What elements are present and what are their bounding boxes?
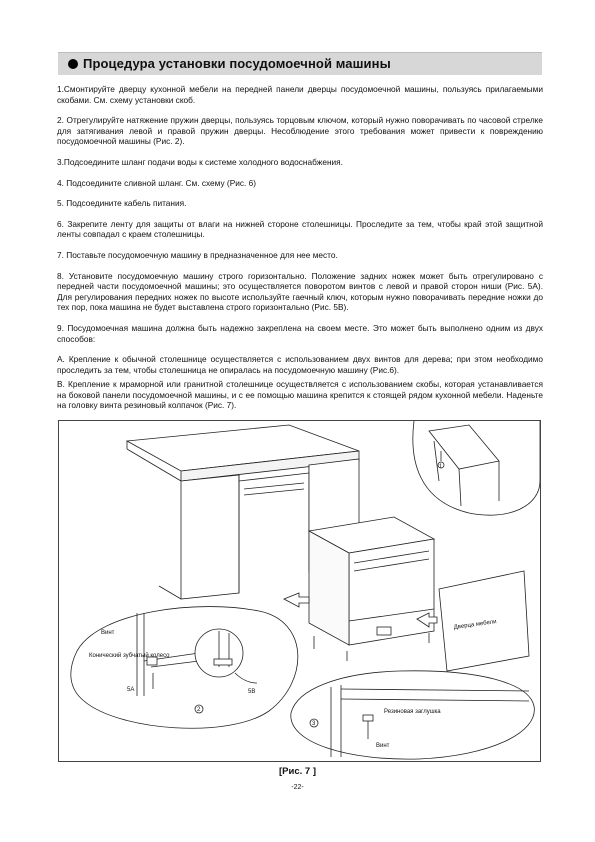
furniture-door-label: Дверца мебели [453, 619, 497, 631]
arrow-left-icon [284, 593, 309, 607]
installation-figure [58, 420, 541, 762]
step-4: 4. Подсоедините сливной шланг. См. схему (Рис. 6) [57, 177, 256, 188]
step-8: 8. Установите посудомоечную машину строго горизонтально. Положение задних ножек может быть отрегулировано с передней части посудомоечной машины; это осуществляется поворотом винтов с левой и правой сторон ниши (Рис. 5А). Для регулирования передних ножек по высоте используйте гаечный ключ, которым нужно поворачивать передние ножки до тех пор, пока машина не будет выставлена строго горизонтально (Рис. 5В). [57, 270, 543, 313]
step-9: 9. Посудомоечная машина должна быть надежно закреплена на своем месте. Это может быть выполнено одним из двух способов: [57, 322, 543, 344]
bevel-gear-label: Конический зубчатый колесо [89, 653, 170, 659]
step-6: 6. Закрепите ленту для защиты от влаги на нижней стороне столешницы. Проследите за тем, чтобы край этой защитной ленты совпадал с краем столешницы. [57, 218, 543, 240]
step-7: 7. Поставьте посудомоечную машину в предназначенное для нее место. [57, 249, 338, 260]
section-header [58, 52, 542, 75]
instructions-body [57, 84, 543, 415]
label-5a: 5А [127, 687, 135, 693]
dishwasher [309, 517, 434, 661]
circle-label-1: 1 [439, 464, 443, 470]
page-title: Процедура установки посудомоечной машины [83, 56, 391, 71]
circle-label-2: 2 [197, 707, 201, 713]
step-1: 1.Смонтируйте дверцу кухонной мебели на передней панели дверцы посудомоечной машины, пользуясь прилагаемыми скобами. См. схему установки скоб. [57, 84, 543, 105]
circle-label-3: 3 [312, 721, 316, 727]
option-a: А. Крепление к обычной столешнице осуществляется с использованием двух винтов для дерева; при этом необходимо проследить за тем, чтобы столешница не опиралась на посудомоечную машину (Рис.6). [57, 354, 543, 375]
option-b: В. Крепление к мраморной или гранитной столешнице осуществляется с использованием скобы, которая устанавливается на боковой панели посудомоечной машины, и с ее помощью машина крепится к стоящей рядом кухонной мебели. Наденьте на головку винта резиновый колпачок (Рис. 7). [57, 379, 543, 411]
leg-adjustment-inset [71, 607, 298, 729]
screw-label-left: Винт [101, 630, 115, 636]
rubber-cap-label: Резиновая заглушка [384, 709, 441, 715]
label-5b: 5В [248, 689, 256, 695]
step-5: 5. Подсоедините кабель питания. [57, 198, 187, 209]
installation-diagram [59, 421, 540, 761]
step-3: 3.Подсоедините шланг подачи воды к системе холодного водоснабжения. [57, 156, 343, 167]
figure-caption: [Рис. 7 ] [279, 766, 316, 777]
screw-label-right: Винт [376, 743, 390, 749]
bracket-detail-inset [413, 421, 540, 515]
bullet-icon [68, 59, 78, 69]
step-2: 2. Отрегулируйте натяжение пружин дверцы, пользуясь торцовым ключом, который нужно поворачивать по часовой стрелке для затягивания левой и правой пружин дверцы. Несоблюдение этого требования может привести к повреждению посудомоечной машины (Рис. 2). [57, 115, 543, 147]
page-number: -22- [291, 784, 304, 791]
